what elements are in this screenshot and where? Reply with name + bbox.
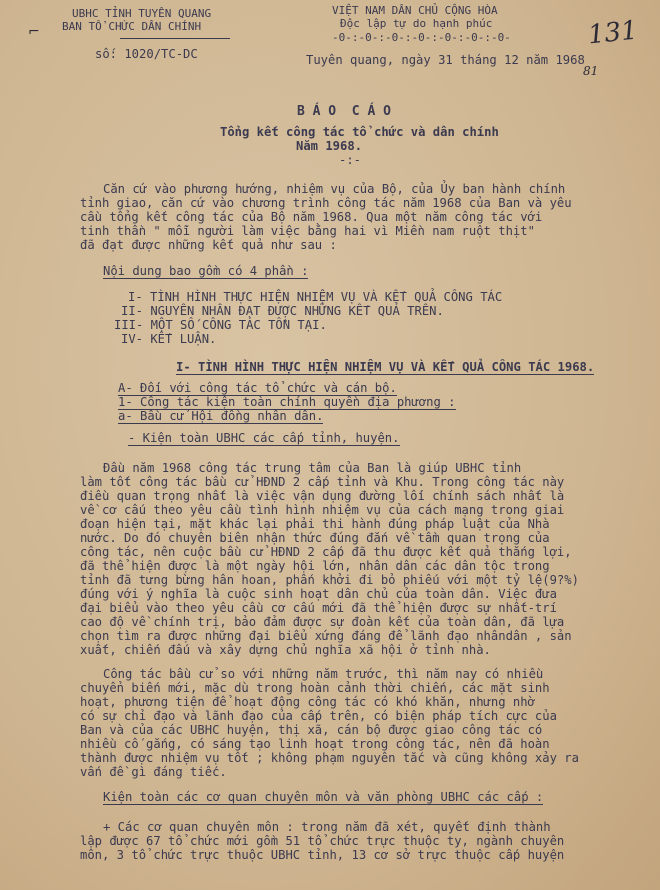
report-subtitle: Tổng kết công tác tổ chức và dân chính [220, 125, 499, 139]
body-line: về cơ cấu theo yêu cầu tình hình nhiệm vụ của cách mạng trong giai [80, 503, 565, 517]
motto-separator: -0-:-0-:-0-:-0-:-0-:-0-:-0- [332, 31, 511, 44]
body-line: xuất, chiến đấu và xây dựng chủ nghĩa xã hội ở tỉnh nhà. [80, 643, 491, 657]
handwritten-note: 81 [583, 64, 599, 78]
body-line: thành được nhiệm vụ tốt ; không phạm nguyên tắc và cũng không xảy ra [80, 751, 579, 765]
title-separator: -:- [339, 153, 362, 167]
contents-item: IV- KẾT LUẬN. [121, 332, 217, 346]
body-line: nước. Do đó chuyên biên nhận thức đúng đắn về tầm quan trọng của [80, 531, 550, 545]
body-line: điều quan trọng nhất là việc vận dụng đường lối chính sách nhất là [80, 489, 565, 503]
body-line: đã thể hiện được là một ngày hội lớn, nhân dân các dân tộc trong [80, 559, 550, 573]
subsection-kien-toan-co-quan: Kiện toàn các cơ quan chuyên môn và văn phòng UBHC các cấp : [103, 790, 544, 804]
contents-item: I- TÌNH HÌNH THỰC HIỆN NHIỆM VỤ VÀ KẾT QUẢ CÔNG TÁC [128, 290, 503, 304]
intro-line: tỉnh giao, căn cứ vào chương trình công tác năm 1968 của Ban và yêu [80, 196, 572, 210]
contents-item: II- NGUYÊN NHÂN ĐẠT ĐƯỢC NHỮNG KẾT QUẢ TRÊN. [121, 304, 444, 318]
body-line: + Các cơ quan chuyên môn : trong năm đã xét, quyết định thành [103, 820, 551, 834]
body-line: lập được 67 tổ chức mới gồm 51 tổ chức trực thuộc ty, ngành chuyên [80, 834, 565, 848]
body-line: chuyển biến mới, mặc dù trong hoàn cảnh thời chiến, các mặt sinh [80, 681, 550, 695]
handwritten-page-number: 131 [586, 15, 640, 51]
body-line: làm tốt công tác bầu cử HĐND 2 cấp tỉnh và Khu. Trong công tác này [80, 475, 565, 489]
body-line: hoạt, phương tiện để hoạt động công tác có khó khăn, nhưng nhờ [80, 695, 535, 709]
intro-line: đã đạt được những kết quả như sau : [80, 238, 337, 252]
subsection-1: 1- Công tác kiện toàn chính quyền địa phương : [118, 395, 456, 409]
body-line: môn, 3 tổ chức trực thuộc UBHC tỉnh, 13 cơ sở trực thuộc cấp huyện [80, 848, 565, 862]
subsection-a: A- Đối với công tác tổ chức và cán bộ. [118, 381, 397, 395]
body-line: Đầu năm 1968 công tác trung tâm của Ban là giúp UBHC tỉnh [103, 461, 522, 475]
report-title: B Á O C Á O [297, 104, 391, 119]
section-1-title: I- TÌNH HÌNH THỰC HIỆN NHIỆM VỤ VÀ KẾT QUẢ CÔNG TÁC 1968. [176, 360, 595, 374]
org-name-line2: BAN TỔ CHỨC DÂN CHÍNH [62, 20, 202, 33]
contents-item: III- MỘT SỐ CÔNG TÁC TỒN TẠI. [114, 318, 327, 332]
body-line: nhiều cố gắng, có sáng tạo linh hoạt trong công tác, nên đã hoàn [80, 737, 550, 751]
subsection-a-election: a- Bầu cử Hội đồng nhân dân. [118, 409, 324, 423]
intro-line: cầu tổng kết công tác của Bộ năm 1968. Qua một năm công tác với [80, 210, 543, 224]
body-line: đoạn hiện tại, mặt khác lại phải thi hành đúng pháp luật của Nhà [80, 517, 550, 531]
body-line: đúng với ý nghĩa là cuộc sinh hoạt dân chủ của toàn dân. Việc đưa [80, 587, 557, 601]
body-line: Công tác bầu cử so với những năm trước, thì năm nay có nhiều [103, 667, 544, 681]
handwritten-mark: ⌐ [28, 24, 40, 40]
body-line: Ban và của các UBHC huyện, thị xã, cán bộ được giao công tác có [80, 723, 543, 737]
motto: Độc lập tự do hạnh phúc [340, 17, 493, 30]
document-date: Tuyên quang, ngày 31 tháng 12 năm 1968 [306, 53, 585, 67]
body-line: có sự chỉ đạo và lãnh đạo của cấp trên, có biện pháp tích cực của [80, 709, 557, 723]
body-line: tỉnh đã tưng bừng hân hoan, phấn khởi đi bỏ phiếu với một tỷ lệ(9?%) [80, 573, 579, 587]
header-left-rule [120, 38, 230, 39]
body-line: vấn đề gì đáng tiếc. [80, 765, 227, 779]
body-line: đại biểu vào theo yêu cầu cơ cấu mới đã thể hiện được sự nhất-trí [80, 601, 557, 615]
body-line: công tác, nên cuộc bầu cử HĐND 2 cấp đã thu được kết quả thắng lợi, [80, 545, 572, 559]
subsection-kien-toan-ubhc: - Kiện toàn UBHC các cấp tỉnh, huyện. [128, 431, 400, 445]
intro-line: Căn cứ vào phương hướng, nhiệm vụ của Bộ, của Ủy ban hành chính [103, 182, 566, 196]
intro-line: tinh thần " mỗi người làm việc bằng hai vì Miền nam ruột thịt" [80, 224, 535, 238]
body-line: chọn tìm ra được những đại biểu xứng đáng để lãnh đạo nhândân , sản [80, 629, 572, 643]
contents-heading: Nội dung bao gồm có 4 phần : [103, 264, 309, 278]
org-name-line1: UBHC TỈNH TUYÊN QUANG [72, 7, 212, 20]
body-line: cao độ về chính trị, bảo đảm được sự đoàn kết của toàn dân, đã lựa [80, 615, 565, 629]
document-number: số: 1020/TC-DC [95, 47, 198, 61]
report-year: Năm 1968. [296, 139, 363, 153]
country-name: VIỆT NAM DÂN CHỦ CỘNG HÒA [332, 4, 498, 17]
